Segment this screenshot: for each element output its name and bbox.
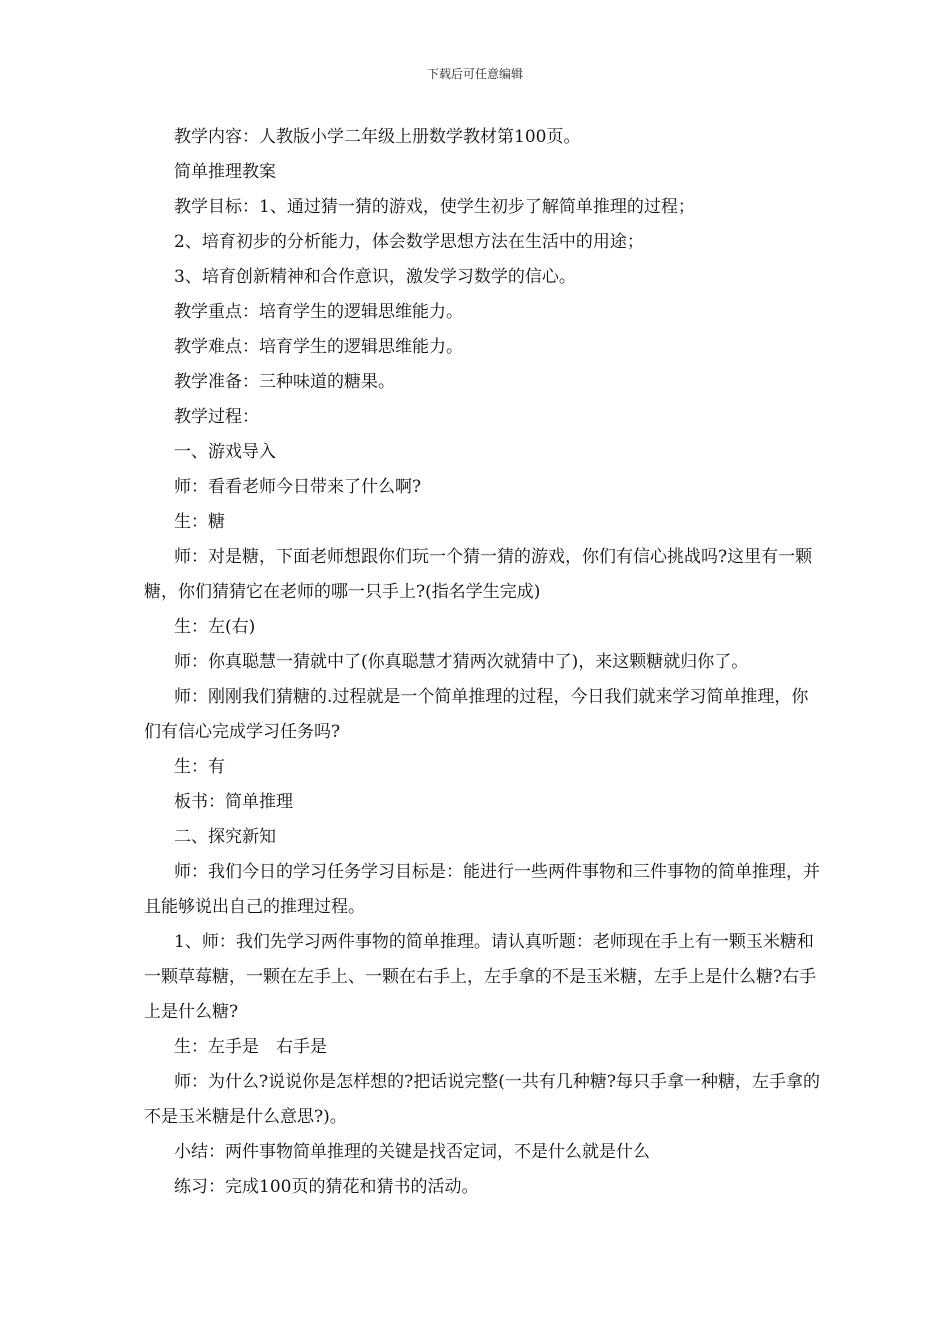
paragraph-process-heading: 教学过程： <box>174 407 259 427</box>
paragraph-lesson-title: 简单推理教案 <box>174 162 276 182</box>
paragraph-key-point: 教学重点：培育学生的逻辑思维能力。 <box>174 302 463 322</box>
page-header: 下载后可任意编辑 <box>426 67 523 81</box>
dialogue-line: 师：你真聪慧一猜就中了(你真聪慧才猜两次就猜中了)，来这颗糖就归你了。 <box>174 652 749 672</box>
dialogue-line: 生：左(右) <box>174 617 256 637</box>
paragraph-goal-1: 教学目标：1、通过猜一猜的游戏，使学生初步了解简单推理的过程； <box>174 197 695 217</box>
dialogue-line: 生：有 <box>174 757 225 777</box>
paragraph-summary: 小结：两件事物简单推理的关键是找否定词，不是什么就是什么 <box>174 1142 650 1162</box>
dialogue-line: 师：看看老师今日带来了什么啊? <box>174 477 422 497</box>
dialogue-line: 师：对是糖，下面老师想跟你们玩一个猜一猜的游戏，你们有信心挑战吗?这里有一颗糖，你们猜猜它在老师的哪一只手上?(指名学生完成) <box>144 547 813 602</box>
document-body <box>144 120 824 1205</box>
paragraph-preparation: 教学准备：三种味道的糖果。 <box>174 372 395 392</box>
dialogue-line: 生：左手是 右手是 <box>174 1037 327 1057</box>
dialogue-line: 师：为什么?说说你是怎样想的?把话说完整(一共有几种糖?每只手拿一种糖，左手拿的不是玉米糖是什么意思?)。 <box>144 1072 820 1127</box>
dialogue-line: 师：刚刚我们猜糖的.过程就是一个简单推理的过程，今日我们就来学习简单推理，你们有信心完成学习任务吗? <box>144 687 809 742</box>
dialogue-line: 1、师：我们先学习两件事物的简单推理。请认真听题：老师现在手上有一颗玉米糖和一颗草莓糖，一颗在左手上、一颗在右手上，左手拿的不是玉米糖，左手上是什么糖?右手上是什么糖? <box>144 932 817 1022</box>
paragraph-board-writing: 板书：简单推理 <box>174 792 293 812</box>
dialogue-line: 师：我们今日的学习任务学习目标是：能进行一些两件事物和三件事物的简单推理，并且能够说出自己的推理过程。 <box>144 862 820 917</box>
paragraph-exercise: 练习：完成100页的猜花和猜书的活动。 <box>174 1177 479 1197</box>
paragraph-difficulty: 教学难点：培育学生的逻辑思维能力。 <box>174 337 463 357</box>
paragraph-teaching-content: 教学内容：人教版小学二年级上册数学教材第100页。 <box>174 127 581 147</box>
section-heading-intro: 一、游戏导入 <box>174 442 276 462</box>
dialogue-line: 生：糖 <box>174 512 225 532</box>
section-heading-explore: 二、探究新知 <box>174 827 276 847</box>
paragraph-goal-3: 3、培育创新精神和合作意识，激发学习数学的信心。 <box>174 267 576 287</box>
paragraph-goal-2: 2、培育初步的分析能力，体会数学思想方法在生活中的用途； <box>174 232 644 252</box>
